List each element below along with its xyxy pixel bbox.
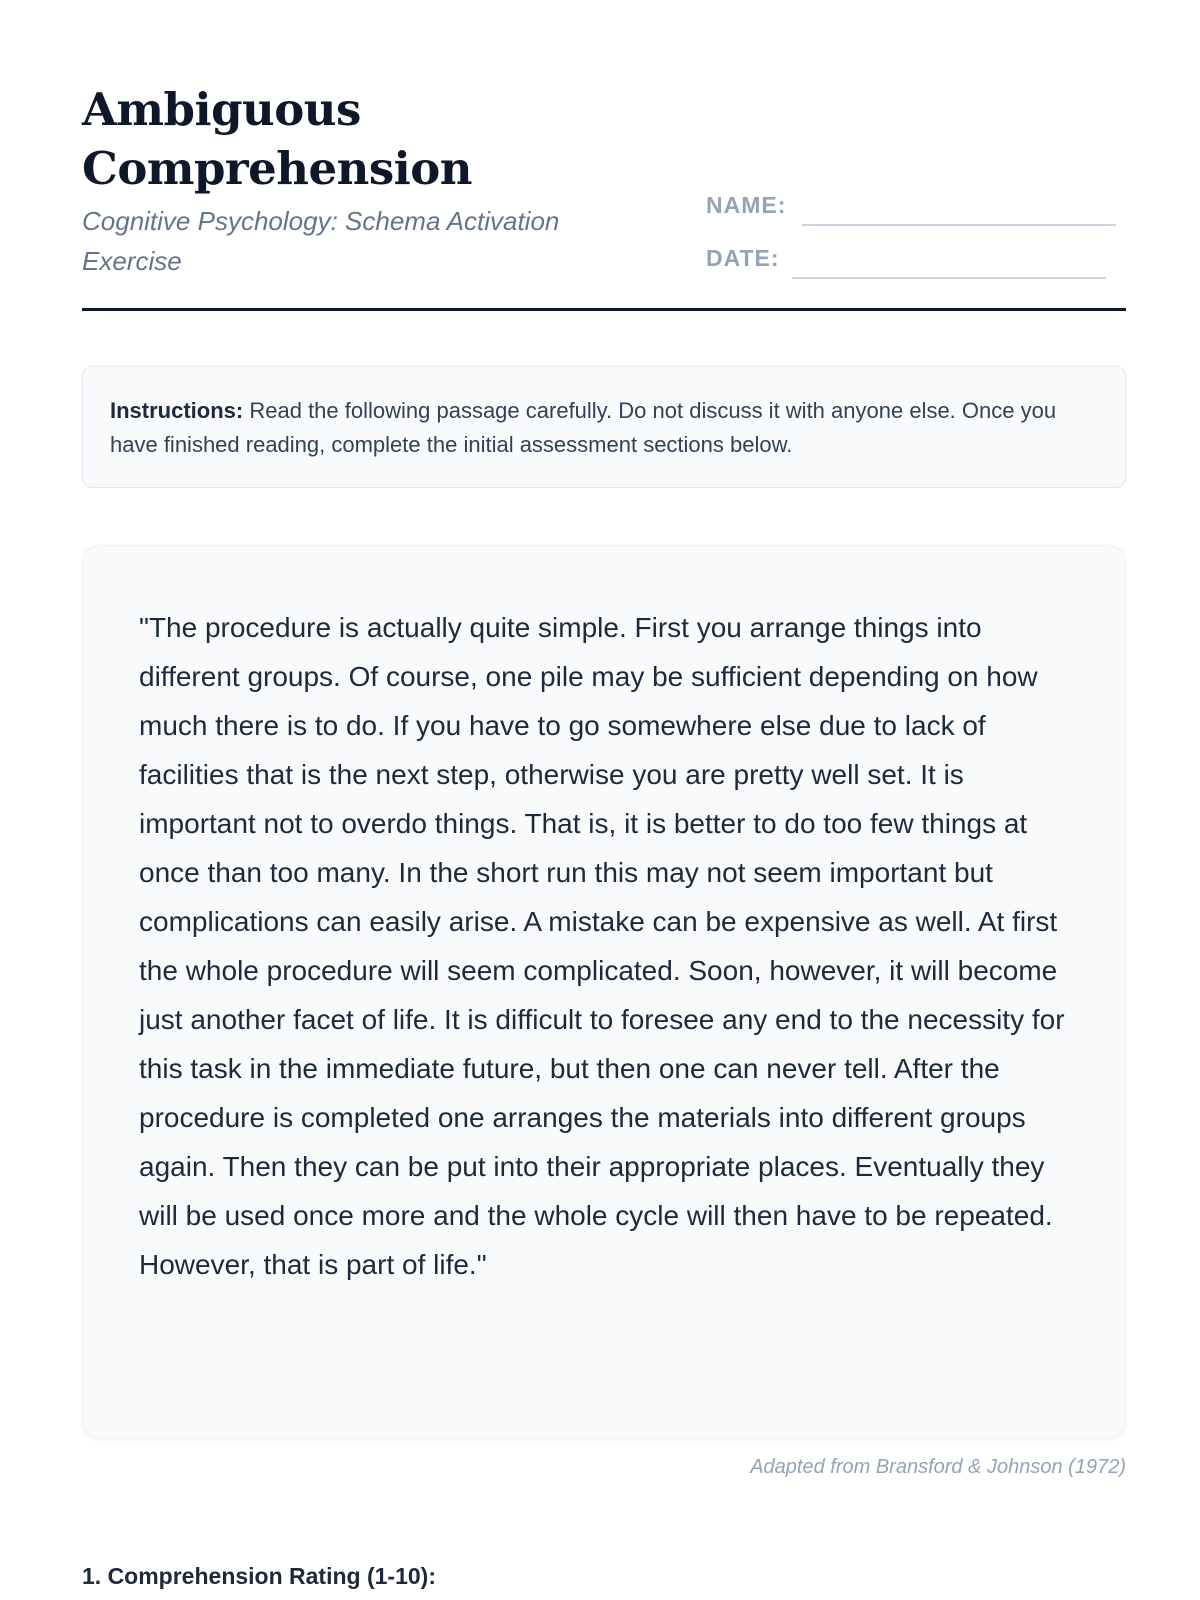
passage-citation: Adapted from Bransford & Johnson (1972) xyxy=(750,1456,1126,1478)
question-1-label: 1. Comprehension Rating (1-10): xyxy=(82,1563,436,1589)
name-line[interactable] xyxy=(802,224,1116,226)
worksheet-page xyxy=(82,0,1126,1600)
date-label: DATE: xyxy=(706,245,780,271)
page-title: Ambiguous Comprehension xyxy=(82,83,472,195)
name-field[interactable] xyxy=(706,190,1126,230)
date-line[interactable] xyxy=(792,277,1106,279)
worksheet-header xyxy=(82,80,1126,310)
instructions-label: Instructions: xyxy=(110,398,244,423)
instructions-box xyxy=(82,366,1126,488)
date-field[interactable] xyxy=(706,243,1126,283)
name-label: NAME: xyxy=(706,192,787,218)
instructions-text: Read the following passage carefully. Do not discuss it with anyone else. Once you have finished reading, complete the initial assessment sections below. xyxy=(110,398,1057,457)
passage-card xyxy=(82,545,1126,1439)
page-subtitle: Cognitive Psychology: Schema Activation Exercise xyxy=(82,206,560,276)
passage-text: "The procedure is actually quite simple. First you arrange things into different groups. Of course, one pile may be sufficient depending on how much there is to do. If you have to go somewhere else due to lack of facilities that is the next step, otherwise you are pretty well set. It is important not to overdo things. That is, it is better to do too few things at once than too many. In the short run this may not seem important but complications can easily arise. A mistake can be expensive as well. At first the whole procedure will seem complicated. Soon, however, it will become just another facet of life. It is difficult to foresee any end to the necessity for this task in the immediate future, but then one can never tell. After the procedure is completed one arranges the materials into different groups again. Then they can be put into their appropriate places. Eventually they will be used once more and the whole cycle will then have to be repeated. However, that is part of life." xyxy=(139,612,1065,1280)
header-divider xyxy=(82,308,1126,311)
